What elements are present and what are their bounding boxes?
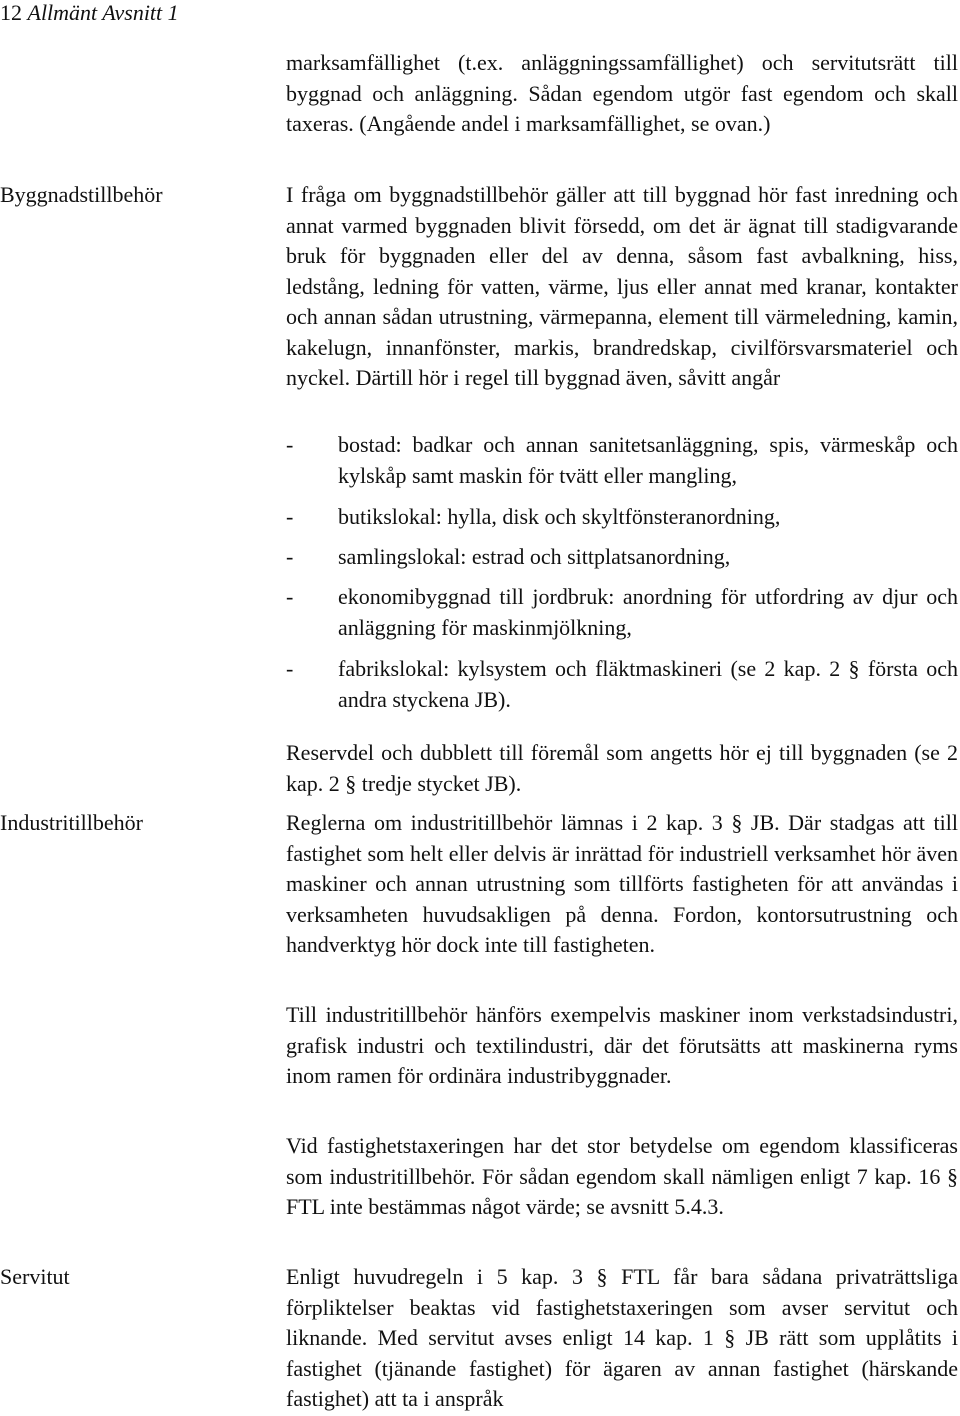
list-item-samlingslokal [286, 542, 958, 573]
list-item-text: butikslokal: hylla, disk och skyltfönsteranordning, [338, 504, 781, 529]
paragraph-text: Reservdel och dubblett till föremål som angetts hör ej till byggnaden (se 2 kap. 2 § tredje stycket JB). [286, 740, 958, 796]
list-dash: - [286, 584, 294, 609]
margin-heading-byggnadstillbehor: Byggnadstillbehör [0, 182, 163, 207]
paragraph-text: marksamfällighet (t.ex. anläggningssamfällighet) och servitutsrätt till byggnad och anläggning. Sådan egendom utgör fast egendom och skall taxeras. (Angående andel i marksamfällighet, se ovan.) [286, 50, 958, 136]
margin-heading-servitut: Servitut [0, 1264, 70, 1289]
paragraph-text: I fråga om byggnadstillbehör gäller att till byggnad hör fast inredning och annat varmed byggnaden blivit försedd, om det är ägnat till stadigvarande bruk för byggnaden eller del av denna, såsom fast avbalkning, hiss, ledstång, ledning för vatten, värme, ljus eller annat med kranar, kontakter och annan sådan utrustning, värmepanna, element till värmeledning, kamin, kakelugn, innanfönster, markis, brandredskap, civilförsvarsmateriel och nyckel. Därtill hör i regel till byggnad även, såvitt angår [286, 182, 958, 390]
paragraph-servitut [286, 1262, 958, 1415]
list-item-text: fabrikslokal: kylsystem och fläktmaskineri (se 2 kap. 2 § första och andra styckena JB). [338, 656, 958, 712]
paragraph-industritillbehor [286, 808, 958, 961]
paragraph-fastighetstaxering [286, 1131, 958, 1223]
list-dash: - [286, 656, 294, 681]
list-item-text: samlingslokal: estrad och sittplatsanordning, [338, 544, 731, 569]
list-item-butikslokal [286, 502, 958, 533]
page-number: 12 [0, 0, 22, 25]
list-item-text: ekonomibyggnad till jordbruk: anordning för utfordring av djur och anläggning för maskinmjölkning, [338, 584, 958, 640]
paragraph-continuation [286, 48, 958, 140]
list-dash: - [286, 432, 294, 457]
list-item-text: bostad: badkar och annan sanitetsanläggning, spis, värmeskåp och kylskåp samt maskin för tvätt eller mangling, [338, 432, 958, 488]
paragraph-text: Till industritillbehör hänförs exempelvis maskiner inom verkstadsindustri, grafisk industri och textilindustri, där det förutsätts att maskinerna ryms inom ramen för ordinära industribyggnader. [286, 1002, 958, 1088]
paragraph-industritillbehor-examples [286, 1000, 958, 1092]
paragraph-text: Vid fastighetstaxeringen har det stor betydelse om egendom klassificeras som industritillbehör. För sådan egendom skall nämligen enligt 7 kap. 16 § FTL inte bestämmas något värde; se avsnitt 5.4.3. [286, 1133, 958, 1219]
list-dash: - [286, 504, 294, 529]
section-title: Allmänt Avsnitt 1 [27, 0, 179, 25]
margin-heading-industritillbehor: Industritillbehör [0, 810, 143, 835]
list-item-bostad [286, 430, 958, 491]
list-item-fabrikslokal [286, 654, 958, 715]
paragraph-text: Enligt huvudregeln i 5 kap. 3 § FTL får bara sådana privaträttsliga förpliktelser beaktas vid fastighetstaxeringen som avser servitut och liknande. Med servitut avses enligt 14 kap. 1 § JB rätt som upplåtits i fastighet (tjänande fastighet) för ägaren av annan fastighet (härskande fastighet) att ta i anspråk [286, 1264, 958, 1411]
running-head [0, 0, 179, 26]
paragraph-byggnadstillbehor [286, 180, 958, 394]
list-item-ekonomibyggnad [286, 582, 958, 643]
list-dash: - [286, 544, 294, 569]
paragraph-text: Reglerna om industritillbehör lämnas i 2 kap. 3 § JB. Där stadgas att till fastighet som helt eller delvis är inrättad för industriell verksamhet hör även maskiner och annan utrustning som tillförts fastigheten för att användas i verksamheten huvudsakligen på denna. Fordon, kontorsutrustning och handverktyg hör dock inte till fastigheten. [286, 810, 958, 957]
paragraph-reservdel [286, 738, 958, 799]
